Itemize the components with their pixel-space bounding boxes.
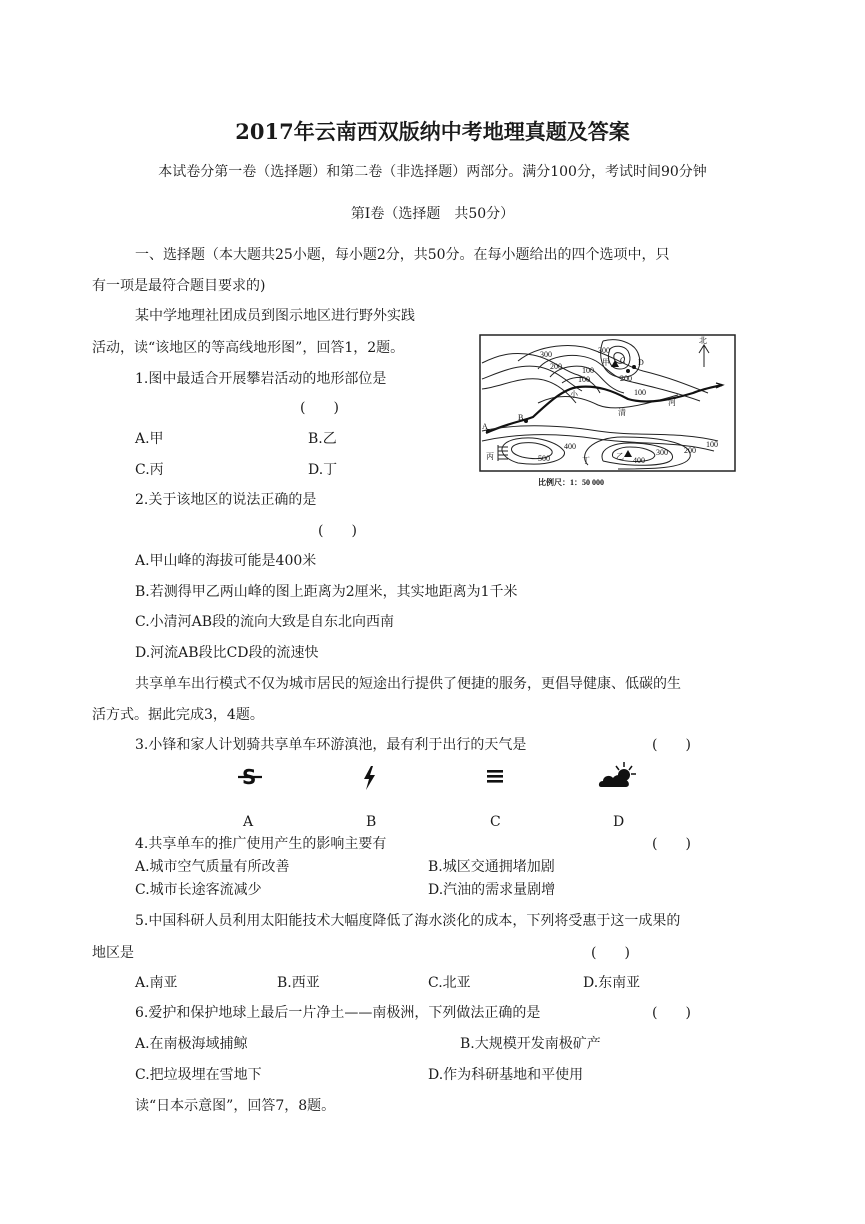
contour-label-300b: 300 xyxy=(598,346,610,355)
q3-label-b: B xyxy=(366,814,377,830)
map-label-d: D xyxy=(638,358,644,367)
q1-option-c: C.丙 xyxy=(135,462,164,478)
passage3: 读“日本示意图”，回答7，8题。 xyxy=(135,1098,336,1114)
peak-jia-icon xyxy=(611,360,619,367)
q5-option-a: A.南亚 xyxy=(135,975,178,991)
q6-answer-paren: ( ) xyxy=(652,1005,691,1021)
q2-stem: 2.关于该地区的说法正确的是 xyxy=(135,492,317,508)
q1-stem: 1.图中最适合开展攀岩活动的地形部位是 xyxy=(135,371,387,387)
q4-option-c: C.城市长途客流减少 xyxy=(135,882,262,898)
passage1-line2: 活动，读“该地区的等高线地形图”，回答1，2题。 xyxy=(92,340,405,356)
contour-label-500: 500 xyxy=(538,454,550,463)
contour-label-300a: 300 xyxy=(540,350,552,359)
partly-cloudy-icon xyxy=(598,760,638,790)
q6-option-a: A.在南极海域捕鲸 xyxy=(135,1036,248,1052)
q3-label-d: D xyxy=(613,814,625,830)
contour-label-100d: 100 xyxy=(706,440,718,449)
contour-label-200c: 200 xyxy=(684,446,696,455)
map-label-he: 河 xyxy=(668,398,676,407)
contour-label-400b: 400 xyxy=(633,456,645,465)
q3-stem: 3.小锋和家人计划骑共享单车环游滇池，最有利于出行的天气是 xyxy=(135,737,527,753)
q5-option-c: C.北亚 xyxy=(428,975,471,991)
q4-answer-paren: ( ) xyxy=(652,836,691,852)
q6-stem: 6.爱护和保护地球上最后一片净土——南极洲，下列做法正确的是 xyxy=(135,1005,541,1021)
map-label-qing: 清 xyxy=(618,408,626,417)
contour-map xyxy=(478,333,737,491)
q1-option-d: D.丁 xyxy=(308,462,338,478)
map-label-a: A xyxy=(482,422,488,431)
section-title: 第Ⅰ卷（选择题 共50分） xyxy=(350,206,515,222)
fog-icon xyxy=(486,768,504,784)
q3-answer-paren: ( ) xyxy=(652,737,691,753)
passage2-line1: 共享单车出行模式不仅为城市居民的短途出行提供了便捷的服务，更倡导健康、低碳的生 xyxy=(135,676,681,692)
map-label-xiao: 小 xyxy=(570,390,578,399)
q2-option-d: D.河流AB段比CD段的流速快 xyxy=(135,645,319,661)
q5-stem-cont: 地区是 xyxy=(92,945,134,961)
q2-option-a: A.甲山峰的海拔可能是400米 xyxy=(135,553,317,569)
page-title: 2017年云南西双版纳中考地理真题及答案 xyxy=(235,119,630,144)
map-scale: 比例尺：1：50 000 xyxy=(538,478,604,487)
passage1-line1: 某中学地理社团成员到图示地区进行野外实践 xyxy=(135,308,415,324)
map-label-yi: 乙 xyxy=(616,452,624,461)
q2-option-b: B.若测得甲乙两山峰的图上距离为2厘米，其实地距离为1千米 xyxy=(135,584,518,600)
map-label-bing: 丙 xyxy=(486,452,494,461)
map-label-jia: 甲 xyxy=(602,358,610,367)
q6-option-d: D.作为科研基地和平使用 xyxy=(428,1067,584,1083)
sandstorm-icon xyxy=(237,765,263,789)
south-contours xyxy=(482,426,718,469)
instructions-line1: 一、选择题（本大题共25小题，每小题2分，共50分。在每小题给出的四个选项中，只 xyxy=(135,247,670,263)
map-label-c: C xyxy=(620,356,626,365)
peak-yi-icon xyxy=(624,450,632,457)
north-label: 北 xyxy=(699,336,707,345)
point-d-icon xyxy=(632,365,636,369)
q2-option-c: C.小清河AB段的流向大致是自东北向西南 xyxy=(135,614,395,630)
q1-option-b: B.乙 xyxy=(308,431,337,447)
q4-option-b: B.城区交通拥堵加剧 xyxy=(428,859,555,875)
q4-stem: 4.共享单车的推广使用产生的影响主要有 xyxy=(135,836,387,852)
svg-text:S: S xyxy=(242,765,257,789)
q5-answer-paren: ( ) xyxy=(591,945,630,961)
contour-label-200b: 200 xyxy=(620,374,632,383)
q4-option-a: A.城市空气质量有所改善 xyxy=(135,859,290,875)
q2-answer-paren: ( ) xyxy=(318,523,357,539)
map-label-ding: 丁 xyxy=(582,456,590,465)
map-label-b: B xyxy=(518,413,524,422)
q5-stem: 5.中国科研人员利用太阳能技术大幅度降低了海水淡化的成本，下列将受惠于这一成果的 xyxy=(135,913,681,929)
point-b-icon xyxy=(524,419,528,423)
contour-label-200a: 200 xyxy=(550,362,562,371)
q1-option-a: A.甲 xyxy=(135,431,164,447)
point-c-icon xyxy=(626,369,630,373)
contour-label-300c: 300 xyxy=(656,448,668,457)
q3-label-a: A xyxy=(243,814,254,830)
instructions-line2: 有一项是最符合题目要求的) xyxy=(92,278,266,294)
contour-label-100c: 100 xyxy=(634,388,646,397)
contour-label-100a: 100 xyxy=(582,366,594,375)
passage2-line2: 活方式。据此完成3，4题。 xyxy=(92,707,264,723)
q3-label-c: C xyxy=(490,814,501,830)
q6-option-c: C.把垃圾埋在雪地下 xyxy=(135,1067,262,1083)
contour-label-400a: 400 xyxy=(564,442,576,451)
lightning-icon xyxy=(361,765,377,791)
contour-label-100b: 100 xyxy=(578,375,590,384)
q4-option-d: D.汽油的需求量剧增 xyxy=(428,882,556,898)
q5-option-b: B.西亚 xyxy=(277,975,320,991)
exam-intro: 本试卷分第一卷（选择题）和第二卷（非选择题）两部分。满分100分，考试时间90分钟 xyxy=(158,164,707,180)
q5-option-d: D.东南亚 xyxy=(583,975,641,991)
q1-answer-paren: ( ) xyxy=(300,400,339,416)
q6-option-b: B.大规模开发南极矿产 xyxy=(460,1036,601,1052)
